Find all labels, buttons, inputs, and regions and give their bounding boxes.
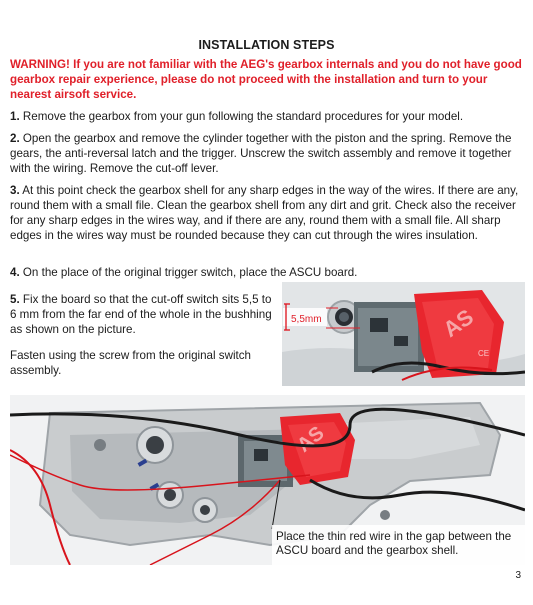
fasten-note: Fasten using the screw from the original switch assembly. <box>10 349 251 377</box>
step-text: Fix the board so that the cut-off switch sits 5,5 to 6 mm from the far end of the whole in the bushhing as shown on the picture. <box>10 293 272 336</box>
step-number: 5. <box>10 293 20 306</box>
step-text: On the place of the original trigger switch, place the ASCU board. <box>22 266 358 279</box>
measurement-label: 5,5mm <box>291 314 322 325</box>
board-logo: AS <box>438 304 478 343</box>
wire-placement-caption: Place the thin red wire in the gap between the ASCU board and the gearbox shell. <box>276 530 512 557</box>
step-1 <box>10 109 526 124</box>
board-ce-mark: CE <box>478 349 490 358</box>
step-number: 4. <box>10 266 20 279</box>
step-4 <box>10 265 526 280</box>
step-text: Open the gearbox and remove the cylinder together with the piston and the spring. Remove the gears, the anti-reversal latch and the trigger. Unscrew the switch assembly and remove it together with the wiring. Remove the cut-off lever. <box>10 132 512 175</box>
step-number: 2. <box>10 132 20 145</box>
step-2 <box>10 131 526 176</box>
step-number: 3. <box>10 184 20 197</box>
step-5 <box>10 292 275 337</box>
page-title: INSTALLATION STEPS <box>198 38 335 52</box>
step-3 <box>10 183 526 243</box>
step-text: At this point check the gearbox shell for any sharp edges in the way of the wires. If there are any, round them with a small file. Clean the gearbox shell from any dirt and grit. Check also the receiver for any sharp edges in the wires way, and if there are any, round them with a small file. All sharp edges in the wires way must be rounded because they can cut through the wires insulation. <box>10 184 519 242</box>
gearbox-board-logo: AS <box>293 422 329 457</box>
page-number: 3 <box>515 570 521 581</box>
step-text: Remove the gearbox from your gun following the standard procedures for your model. <box>22 110 464 123</box>
warning-text: WARNING! If you are not familiar with the AEG's gearbox internals and you do not have good gearbox repair experience, please do not proceed with the installation and turn to your nearest airsoft service. <box>10 58 522 101</box>
board-closeup-photo <box>282 282 525 386</box>
step-number: 1. <box>10 110 20 123</box>
